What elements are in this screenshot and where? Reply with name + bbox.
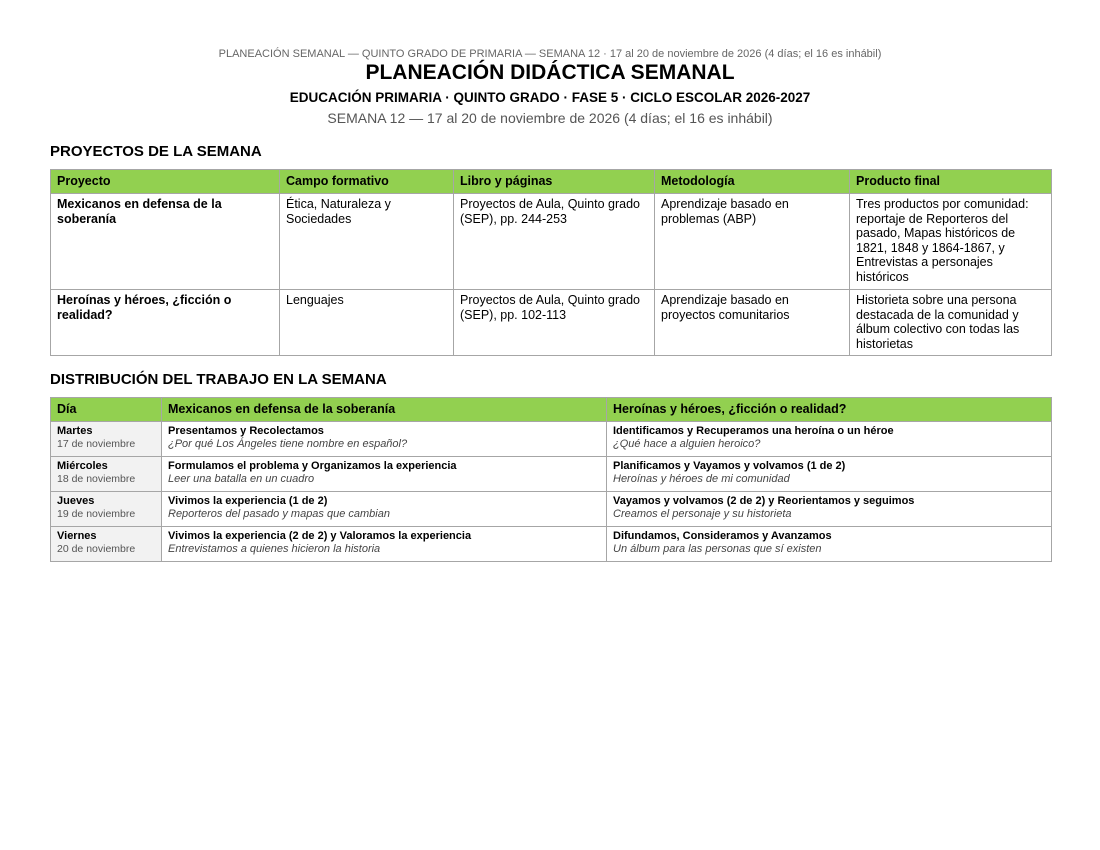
activity-title: Presentamos y Recolectamos [168,425,324,437]
project-metodologia: Aprendizaje basado en proyectos comunitarios [655,290,850,356]
activity-cell [607,492,1052,527]
project-campo: Lenguajes [280,290,454,356]
projects-table [50,169,1052,356]
day-cell [51,422,162,457]
activity-cell [607,527,1052,562]
column-header-metodologia: Metodología [655,170,850,194]
activity-title: Difundamos, Consideramos y Avanzamos [613,530,832,542]
activity-subtitle: Reporteros del pasado y mapas que cambian [168,508,390,520]
day-name: Martes [57,425,93,437]
projects-section-title: PROYECTOS DE LA SEMANA [50,143,262,160]
table-row [51,194,1052,290]
project-campo: Ética, Naturaleza y Sociedades [280,194,454,290]
distribution-section-title: DISTRIBUCIÓN DEL TRABAJO EN LA SEMANA [50,371,387,388]
activity-subtitle: Entrevistamos a quienes hicieron la historia [168,543,381,555]
project-libro: Proyectos de Aula, Quinto grado (SEP), pp. 102-113 [454,290,655,356]
project-name: Mexicanos en defensa de la soberanía [51,194,280,290]
activity-title: Vivimos la experiencia (2 de 2) y Valoramos la experiencia [168,530,472,542]
distribution-header-row [51,398,1052,422]
activity-title: Formulamos el problema y Organizamos la experiencia [168,460,457,472]
distribution-table [50,397,1052,562]
day-name: Jueves [57,495,95,507]
activity-subtitle: Leer una batalla en un cuadro [168,473,315,485]
day-cell [51,527,162,562]
activity-title: Vayamos y volvamos (2 de 2) y Reorientamos y seguimos [613,495,915,507]
document-subtitle: EDUCACIÓN PRIMARIA · QUINTO GRADO · FASE 5 · CICLO ESCOLAR 2026-2027 [289,90,811,105]
column-header-libro-paginas: Libro y páginas [454,170,655,194]
activity-cell [607,457,1052,492]
activity-subtitle: ¿Por qué Los Ángeles tiene nombre en español? [168,438,408,450]
activity-title: Vivimos la experiencia (1 de 2) [168,495,328,507]
activity-cell [162,527,607,562]
activity-subtitle: ¿Qué hace a alguien heroico? [613,438,761,450]
project-libro: Proyectos de Aula, Quinto grado (SEP), pp. 244-253 [454,194,655,290]
activity-subtitle: Creamos el personaje y su historieta [613,508,792,520]
project-metodologia: Aprendizaje basado en problemas (ABP) [655,194,850,290]
day-cell [51,492,162,527]
running-header: PLANEACIÓN SEMANAL — QUINTO GRADO DE PRIMARIA — SEMANA 12 · 17 al 20 de noviembre de 2026 (4 días; el 16 es inhábil) [218,48,882,60]
project-name: Heroínas y héroes, ¿ficción o realidad? [51,290,280,356]
day-name: Viernes [57,530,97,542]
day-date: 18 de noviembre [57,473,136,485]
day-date: 19 de noviembre [57,508,136,520]
table-row [51,492,1052,527]
table-row [51,422,1052,457]
column-header-producto-final: Producto final [850,170,1052,194]
projects-header-row [51,170,1052,194]
column-header-proyecto: Proyecto [51,170,280,194]
day-name: Miércoles [57,460,108,472]
table-row [51,527,1052,562]
table-row [51,290,1052,356]
activity-subtitle: Heroínas y héroes de mi comunidad [613,473,790,485]
project-producto: Historieta sobre una persona destacada de la comunidad y álbum colectivo con todas las historietas [850,290,1052,356]
activity-cell [162,457,607,492]
table-row [51,457,1052,492]
activity-title: Planificamos y Vayamos y volvamos (1 de 2) [613,460,846,472]
day-cell [51,457,162,492]
column-header-project-a: Mexicanos en defensa de la soberanía [162,398,607,422]
column-header-dia: Día [51,398,162,422]
activity-title: Identificamos y Recuperamos una heroína o un héroe [613,425,894,437]
column-header-project-b: Heroínas y héroes, ¿ficción o realidad? [607,398,1052,422]
activity-cell [607,422,1052,457]
activity-cell [162,422,607,457]
day-date: 20 de noviembre [57,543,136,555]
activity-subtitle: Un álbum para las personas que sí existen [613,543,822,555]
project-producto: Tres productos por comunidad: reportaje de Reporteros del pasado, Mapas históricos de 1821, 1848 y 1864-1867, y Entrevistas a personajes históricos [850,194,1052,290]
document-dateline: SEMANA 12 — 17 al 20 de noviembre de 2026 (4 días; el 16 es inhábil) [327,110,773,126]
column-header-campo-formativo: Campo formativo [280,170,454,194]
document-title: PLANEACIÓN DIDÁCTICA SEMANAL [365,61,735,84]
activity-cell [162,492,607,527]
day-date: 17 de noviembre [57,438,136,450]
